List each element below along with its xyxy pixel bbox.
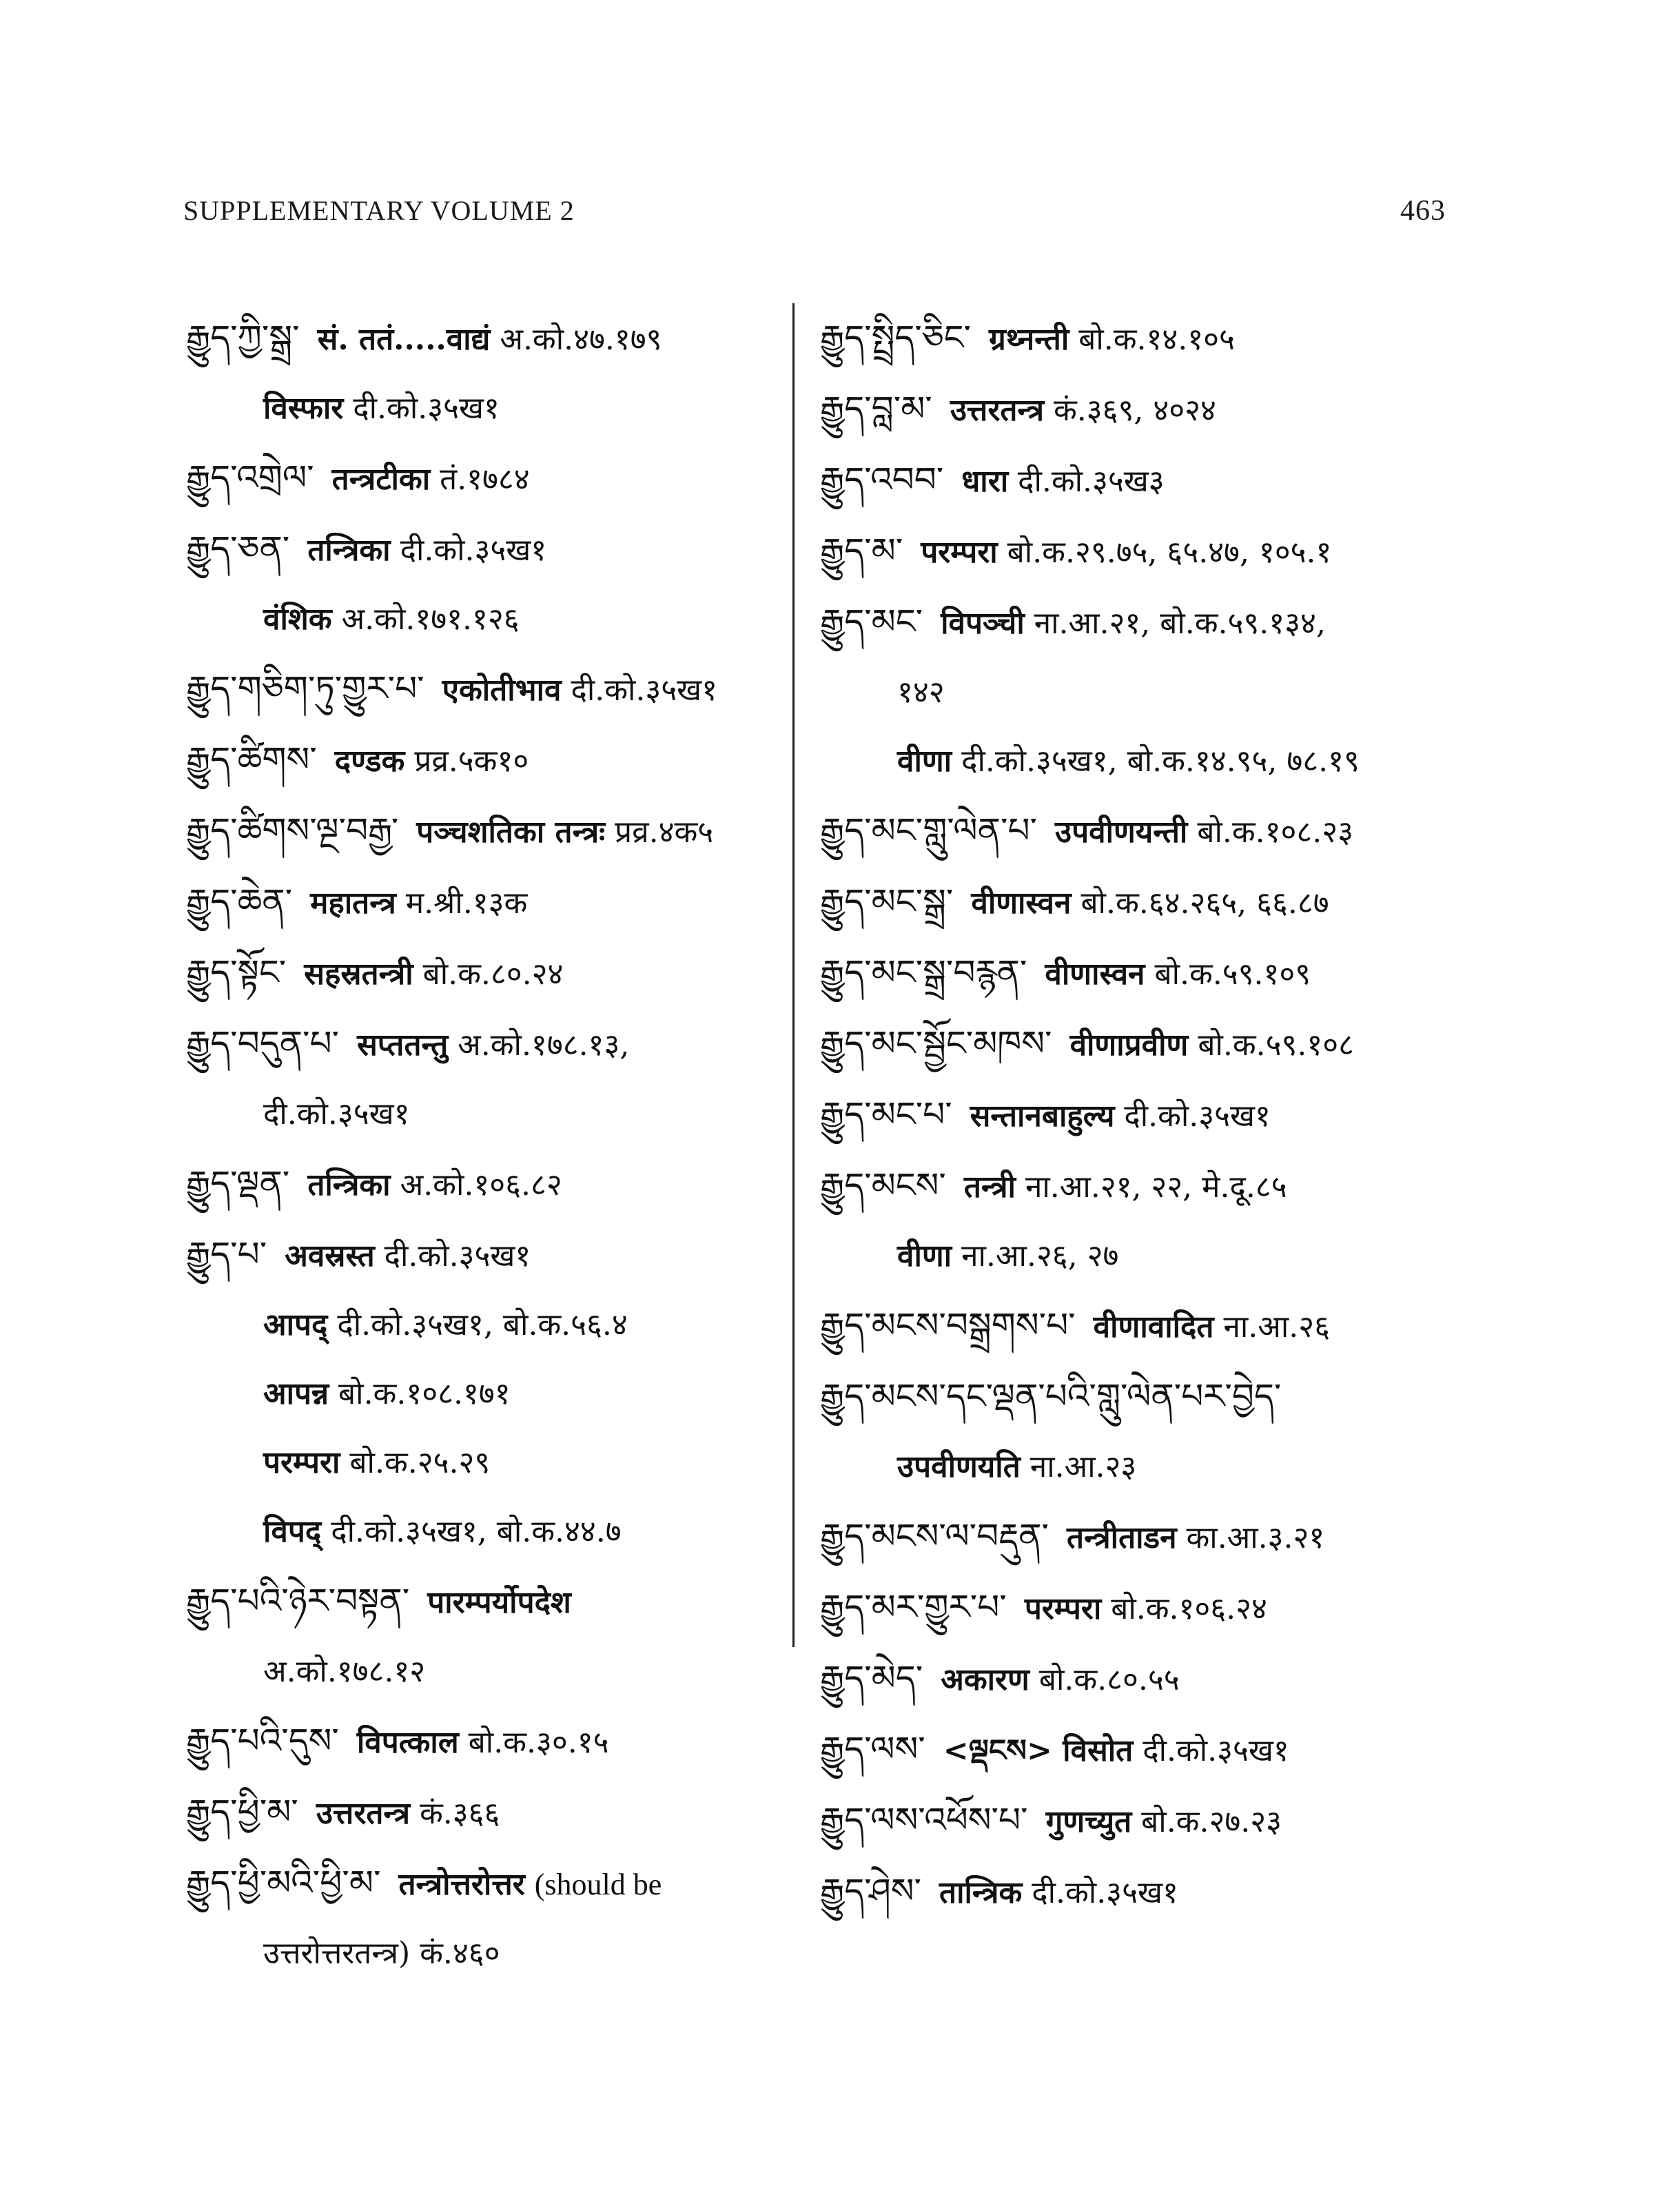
source-reference: दी.को.३५ख१ bbox=[571, 673, 718, 708]
dictionary-entry bbox=[820, 587, 1440, 658]
source-reference: बो.क.१०८.१७१ bbox=[338, 1376, 511, 1411]
right-column bbox=[820, 303, 1440, 1928]
sanskrit-equivalent: वीणा bbox=[897, 1238, 952, 1274]
source-reference: बो.क.५९.१०८ bbox=[1198, 1028, 1355, 1063]
source-reference: अ.को.१७१.१२६ bbox=[341, 602, 520, 637]
source-reference: दी.को.३५ख१, बो.क.४४.७ bbox=[331, 1514, 622, 1549]
sanskrit-equivalent: सप्ततन्तु bbox=[357, 1028, 449, 1063]
source-reference: अ.को.१७८.१३, bbox=[458, 1028, 630, 1063]
sanskrit-equivalent: परम्परा bbox=[921, 535, 998, 570]
sanskrit-equivalent: सं. ततं.....वाद्यं bbox=[317, 322, 491, 357]
tibetan-headword: རྒྱུད་སྟོང་ bbox=[186, 952, 287, 992]
entry-continuation bbox=[820, 727, 1440, 796]
tibetan-headword: རྒྱུད་མང་ bbox=[820, 602, 923, 642]
source-reference: उत्तरोत्तरतन्त्र) कं.४६० bbox=[263, 1936, 500, 1971]
source-reference: दी.को.३५ख१ bbox=[1032, 1875, 1178, 1910]
tibetan-headword: རྒྱུད་མང་སྒྲ་བརྙན་ bbox=[820, 952, 1027, 992]
dictionary-entry bbox=[186, 654, 792, 725]
sanskrit-equivalent: विस्फार bbox=[263, 391, 344, 426]
tibetan-headword: རྒྱུད་མང་པ་ bbox=[820, 1094, 952, 1134]
tibetan-headword: རྒྱུད་ཆེན་ bbox=[186, 881, 293, 921]
sanskrit-equivalent: आपद् bbox=[263, 1307, 328, 1342]
source-reference: अ.को.१७८.१२ bbox=[263, 1654, 426, 1689]
sanskrit-equivalent: गुणच्युत bbox=[1045, 1804, 1132, 1839]
entry-continuation bbox=[186, 1360, 792, 1429]
source-reference: बो.क.६४.२६५, ६६.८७ bbox=[1080, 886, 1329, 921]
entry-continuation bbox=[186, 1919, 792, 1988]
tibetan-headword: རྒྱུད་ཕྱི་མ་ bbox=[186, 1792, 298, 1832]
sanskrit-equivalent: <ལྡངས> विसोत bbox=[943, 1733, 1134, 1768]
entry-continuation bbox=[186, 1498, 792, 1566]
sanskrit-equivalent: विपद् bbox=[263, 1514, 322, 1549]
tibetan-headword: རྒྱུད་སྤྲིད་ཅིང་ bbox=[820, 318, 971, 358]
sanskrit-equivalent: ग्रथ्नन्ती bbox=[989, 322, 1069, 357]
sanskrit-equivalent: तन्त्रोत्तरोत्तर bbox=[398, 1867, 525, 1902]
tibetan-headword: རྒྱུད་པ་ bbox=[186, 1234, 267, 1274]
tibetan-headword: རྒྱུད་མར་གྱུར་པ་ bbox=[820, 1587, 1007, 1627]
dictionary-entry bbox=[186, 938, 792, 1009]
source-reference: म.श्री.१३क bbox=[405, 886, 528, 921]
sanskrit-equivalent: वीणास्वन bbox=[1045, 957, 1145, 992]
source-reference: तं.१७८४ bbox=[440, 462, 530, 497]
source-reference: दी.को.३५ख१ bbox=[1143, 1733, 1289, 1768]
source-reference: बो.क.२९.७५, ६५.४७, १०५.१ bbox=[1007, 535, 1332, 570]
sanskrit-equivalent: वंशिक bbox=[263, 602, 332, 637]
source-reference: बो.क.१०८.२३ bbox=[1197, 815, 1353, 850]
source-reference: बो.क.३०.१५ bbox=[468, 1725, 609, 1760]
tibetan-headword: རྒྱུད་མང་སྒྲ་ bbox=[820, 881, 954, 921]
dictionary-entry bbox=[820, 1857, 1440, 1928]
tibetan-headword: རྒྱུད་ཤེས་ bbox=[820, 1871, 921, 1911]
source-reference: दी.को.३५ख१ bbox=[263, 1096, 410, 1132]
dictionary-entry bbox=[820, 938, 1440, 1009]
source-reference: दी.को.३५ख१, बो.क.५६.४ bbox=[337, 1307, 628, 1342]
sanskrit-equivalent: तन्त्रिका bbox=[307, 533, 391, 568]
entry-continuation bbox=[186, 1291, 792, 1360]
dictionary-entry bbox=[820, 1786, 1440, 1857]
tibetan-headword: རྒྱུད་མངས་བསྒྲགས་པ་ bbox=[820, 1305, 1076, 1345]
dictionary-entry bbox=[186, 1848, 792, 1919]
dictionary-entry bbox=[186, 1149, 792, 1220]
sanskrit-equivalent: तन्त्री bbox=[963, 1169, 1016, 1205]
dictionary-entry bbox=[186, 725, 792, 796]
tibetan-headword: རྒྱུད་པའི་དུས་ bbox=[186, 1721, 339, 1761]
tibetan-headword: རྒྱུད་འབབ་ bbox=[820, 460, 944, 500]
sanskrit-equivalent: एकोतीभाव bbox=[442, 673, 562, 708]
dictionary-entry bbox=[820, 1151, 1440, 1222]
sanskrit-equivalent: धारा bbox=[961, 464, 1009, 499]
entry-continuation bbox=[186, 374, 792, 443]
sanskrit-equivalent: उत्तरतन्त्र bbox=[950, 393, 1044, 428]
source-reference: अ.को.१०६.८२ bbox=[400, 1167, 562, 1203]
source-reference: बो.क.२५.२९ bbox=[349, 1445, 491, 1480]
dictionary-entry bbox=[820, 1080, 1440, 1151]
sanskrit-equivalent: उपवीणयति bbox=[897, 1449, 1021, 1484]
source-reference: दी.को.३५ख३ bbox=[1018, 464, 1165, 499]
running-header: SUPPLEMENTARY VOLUME 2 bbox=[183, 195, 575, 226]
dictionary-entry bbox=[820, 516, 1440, 587]
entry-continuation bbox=[186, 1080, 792, 1149]
dictionary-entry bbox=[820, 1573, 1440, 1644]
dictionary-entry bbox=[186, 1220, 792, 1291]
tibetan-headword: རྒྱུད་མངས་དང་ལྡན་པའི་གླུ་ལེན་པར་བྱེད་ bbox=[820, 1376, 1282, 1416]
source-reference: प्रव्र.५क१० bbox=[414, 744, 529, 779]
sanskrit-equivalent: वीणा bbox=[897, 744, 952, 779]
tibetan-headword: རྒྱུད་ཕྱི་མའི་ཕྱི་མ་ bbox=[186, 1863, 381, 1903]
source-reference: कं.३६६ bbox=[420, 1796, 500, 1831]
sanskrit-equivalent: विपत्काल bbox=[356, 1725, 459, 1760]
source-reference: ना.आ.२६, २७ bbox=[961, 1238, 1119, 1274]
sanskrit-equivalent: परम्परा bbox=[263, 1445, 340, 1480]
source-reference: अ.को.४७.१७९ bbox=[500, 322, 662, 357]
source-reference: प्रव्र.४क५ bbox=[615, 815, 714, 850]
page-number: 463 bbox=[1400, 195, 1446, 227]
left-column bbox=[186, 303, 792, 1988]
sanskrit-equivalent: परम्परा bbox=[1024, 1591, 1102, 1626]
source-reference: बो.क.८०.५५ bbox=[1038, 1662, 1180, 1697]
sanskrit-equivalent: पञ्चशतिका तन्त्रः bbox=[416, 815, 606, 850]
sanskrit-equivalent: तन्त्रटीका bbox=[331, 462, 431, 497]
entry-continuation bbox=[186, 585, 792, 654]
tibetan-headword: རྒྱུད་པའི་ཉེར་བསྟན་ bbox=[186, 1581, 410, 1621]
editorial-note: (should be bbox=[534, 1868, 662, 1901]
dictionary-entry bbox=[186, 1566, 792, 1637]
source-reference: ना.आ.२१, बो.क.५९.१३४, bbox=[1034, 606, 1326, 641]
dictionary-entry bbox=[820, 445, 1440, 516]
sanskrit-equivalent: वीणावादित bbox=[1093, 1309, 1214, 1345]
sanskrit-equivalent: तन्त्रिका bbox=[307, 1167, 391, 1203]
sanskrit-equivalent: अकारण bbox=[941, 1662, 1029, 1697]
tibetan-headword: རྒྱུད་མེད་ bbox=[820, 1658, 923, 1698]
dictionary-entry bbox=[186, 1009, 792, 1080]
sanskrit-equivalent: तन्त्रीताडन bbox=[1067, 1520, 1177, 1555]
dictionary-entry bbox=[820, 1362, 1440, 1433]
tibetan-headword: རྒྱུད་མང་གླུ་ལེན་པ་ bbox=[820, 810, 1037, 850]
entry-continuation bbox=[820, 1222, 1440, 1291]
dictionary-entry bbox=[186, 796, 792, 867]
tibetan-headword: རྒྱུད་གཅིག་ཏུ་གྱུར་པ་ bbox=[186, 668, 424, 708]
sanskrit-equivalent: तान्त्रिक bbox=[939, 1875, 1023, 1910]
sanskrit-equivalent: वीणास्वन bbox=[971, 886, 1072, 921]
sanskrit-equivalent: उपवीणयन्ती bbox=[1055, 815, 1188, 850]
dictionary-entry bbox=[186, 1706, 792, 1777]
source-reference: दी.को.३५ख१ bbox=[384, 1238, 531, 1274]
dictionary-entry bbox=[186, 1777, 792, 1848]
source-reference: दी.को.३५ख१ bbox=[353, 391, 500, 426]
source-reference: बो.क.१४.१०५ bbox=[1078, 322, 1235, 357]
entry-continuation bbox=[186, 1637, 792, 1706]
dictionary-entry bbox=[820, 1502, 1440, 1573]
source-reference: बो.क.५९.१०९ bbox=[1154, 957, 1311, 992]
tibetan-headword: རྒྱུད་འགྲེལ་ bbox=[186, 458, 314, 498]
source-reference: ना.आ.२६ bbox=[1223, 1309, 1330, 1345]
source-reference: बो.क.८०.२४ bbox=[422, 957, 564, 992]
tibetan-headword: རྒྱུད་ལས་ bbox=[820, 1729, 925, 1769]
dictionary-entry bbox=[186, 514, 792, 585]
entry-continuation bbox=[820, 1433, 1440, 1502]
entry-continuation bbox=[186, 1429, 792, 1498]
sanskrit-equivalent: आपन्न bbox=[263, 1376, 329, 1411]
sanskrit-equivalent: सन्तानबाहुल्य bbox=[970, 1098, 1115, 1134]
source-reference: कं.३६९, ४०२४ bbox=[1054, 393, 1216, 428]
column-divider bbox=[792, 303, 795, 1647]
dictionary-entry bbox=[820, 374, 1440, 445]
tibetan-headword: རྒྱུད་ལྡན་ bbox=[186, 1163, 290, 1203]
dictionary-entry bbox=[820, 796, 1440, 867]
sanskrit-equivalent: सहस्रतन्त्री bbox=[304, 957, 413, 992]
source-reference: बो.क.२७.२३ bbox=[1141, 1804, 1282, 1839]
sanskrit-equivalent: महातन्त्र bbox=[310, 886, 396, 921]
dictionary-entry bbox=[186, 303, 792, 374]
source-reference: ना.आ.२३ bbox=[1029, 1449, 1137, 1484]
dictionary-entry bbox=[820, 303, 1440, 374]
source-reference: का.आ.३.२१ bbox=[1186, 1520, 1325, 1555]
tibetan-headword: རྒྱུད་བདུན་པ་ bbox=[186, 1023, 340, 1063]
sanskrit-equivalent: पारम्पर्योपदेश bbox=[427, 1585, 571, 1620]
source-reference: बो.क.१०६.२४ bbox=[1111, 1591, 1267, 1626]
tibetan-headword: རྒྱུད་མངས་ bbox=[820, 1165, 946, 1205]
sanskrit-equivalent: अवस्रस्त bbox=[285, 1238, 375, 1274]
tibetan-headword: རྒྱུད་མང་སྦྱོང་མཁས་ bbox=[820, 1023, 1052, 1063]
sanskrit-equivalent: विपञ्ची bbox=[941, 606, 1025, 641]
source-reference: ना.आ.२१, २२, मे.दू.८५ bbox=[1025, 1169, 1287, 1205]
dictionary-entry bbox=[820, 1644, 1440, 1715]
tibetan-headword: རྒྱུད་མངས་ལ་བརྡུན་ bbox=[820, 1516, 1049, 1556]
dictionary-entry bbox=[820, 1009, 1440, 1080]
source-reference: १४२ bbox=[897, 675, 945, 710]
tibetan-headword: རྒྱུད་ལས་འཕོས་པ་ bbox=[820, 1800, 1028, 1840]
tibetan-headword: རྒྱུད་ཚིགས་ bbox=[186, 739, 317, 779]
source-reference: दी.को.३५ख१ bbox=[400, 533, 547, 568]
tibetan-headword: རྒྱུད་མ་ bbox=[820, 531, 903, 571]
tibetan-headword: རྒྱུད་ཀྱི་སྒྲ་ bbox=[186, 318, 300, 358]
dictionary-entry bbox=[820, 1715, 1440, 1786]
dictionary-entry bbox=[820, 867, 1440, 938]
dictionary-entry bbox=[186, 443, 792, 514]
source-reference: दी.को.३५ख१ bbox=[1124, 1098, 1271, 1134]
sanskrit-equivalent: वीणाप्रवीण bbox=[1069, 1028, 1189, 1063]
tibetan-headword: རྒྱུད་ཅན་ bbox=[186, 529, 290, 569]
entry-continuation bbox=[820, 658, 1440, 727]
source-reference: दी.को.३५ख१, बो.क.१४.९५, ७८.१९ bbox=[961, 744, 1360, 779]
dictionary-entry bbox=[186, 867, 792, 938]
tibetan-headword: རྒྱུད་ཚིགས་ལྔ་བརྒྱ་ bbox=[186, 810, 399, 850]
sanskrit-equivalent: दण्डक bbox=[334, 744, 405, 779]
sanskrit-equivalent: उत्तरतन्त्र bbox=[316, 1796, 410, 1831]
tibetan-headword: རྒྱུད་བླ་མ་ bbox=[820, 389, 932, 429]
dictionary-entry bbox=[820, 1291, 1440, 1362]
